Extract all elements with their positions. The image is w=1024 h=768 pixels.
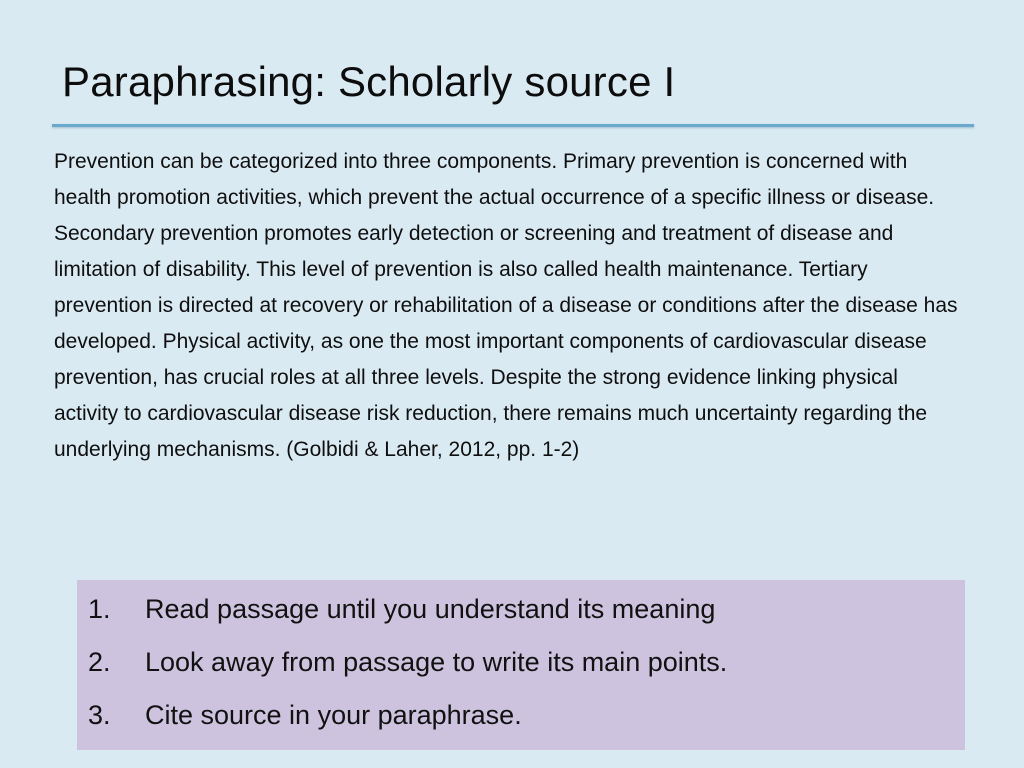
title-divider [52, 124, 974, 127]
source-passage: Prevention can be categorized into three components. Primary prevention is concerned with health promotion activities, which prevent the actual occurrence of a specific illness or disease. Secondary prevention promotes early detection or screening and treatment of disease and limitation of disability. This level of prevention is also called health maintenance. Tertiary prevention is directed at recovery or rehabilitation of a disease or conditions after the disease has developed. Physical activity, as one the most important components of cardiovascular disease prevention, has crucial roles at all three levels. Despite the strong evidence linking physical activity to cardiovascular disease risk reduction, there remains much uncertainty regarding the underlying mechanisms. (Golbidi & Laher, 2012, pp. 1-2) [54, 150, 958, 461]
step-number: 1. [88, 594, 111, 624]
step-text: Read passage until you understand its meaning [145, 594, 716, 624]
step-number: 2. [88, 647, 111, 677]
step-item [77, 589, 965, 642]
step-number: 3. [88, 700, 111, 730]
step-item [77, 695, 965, 748]
step-text: Look away from passage to write its main points. [145, 647, 728, 677]
step-text: Cite source in your paraphrase. [145, 700, 522, 730]
steps-list [77, 589, 965, 748]
slide-title: Paraphrasing: Scholarly source I [62, 58, 676, 105]
steps-box [77, 580, 965, 750]
step-item [77, 642, 965, 695]
